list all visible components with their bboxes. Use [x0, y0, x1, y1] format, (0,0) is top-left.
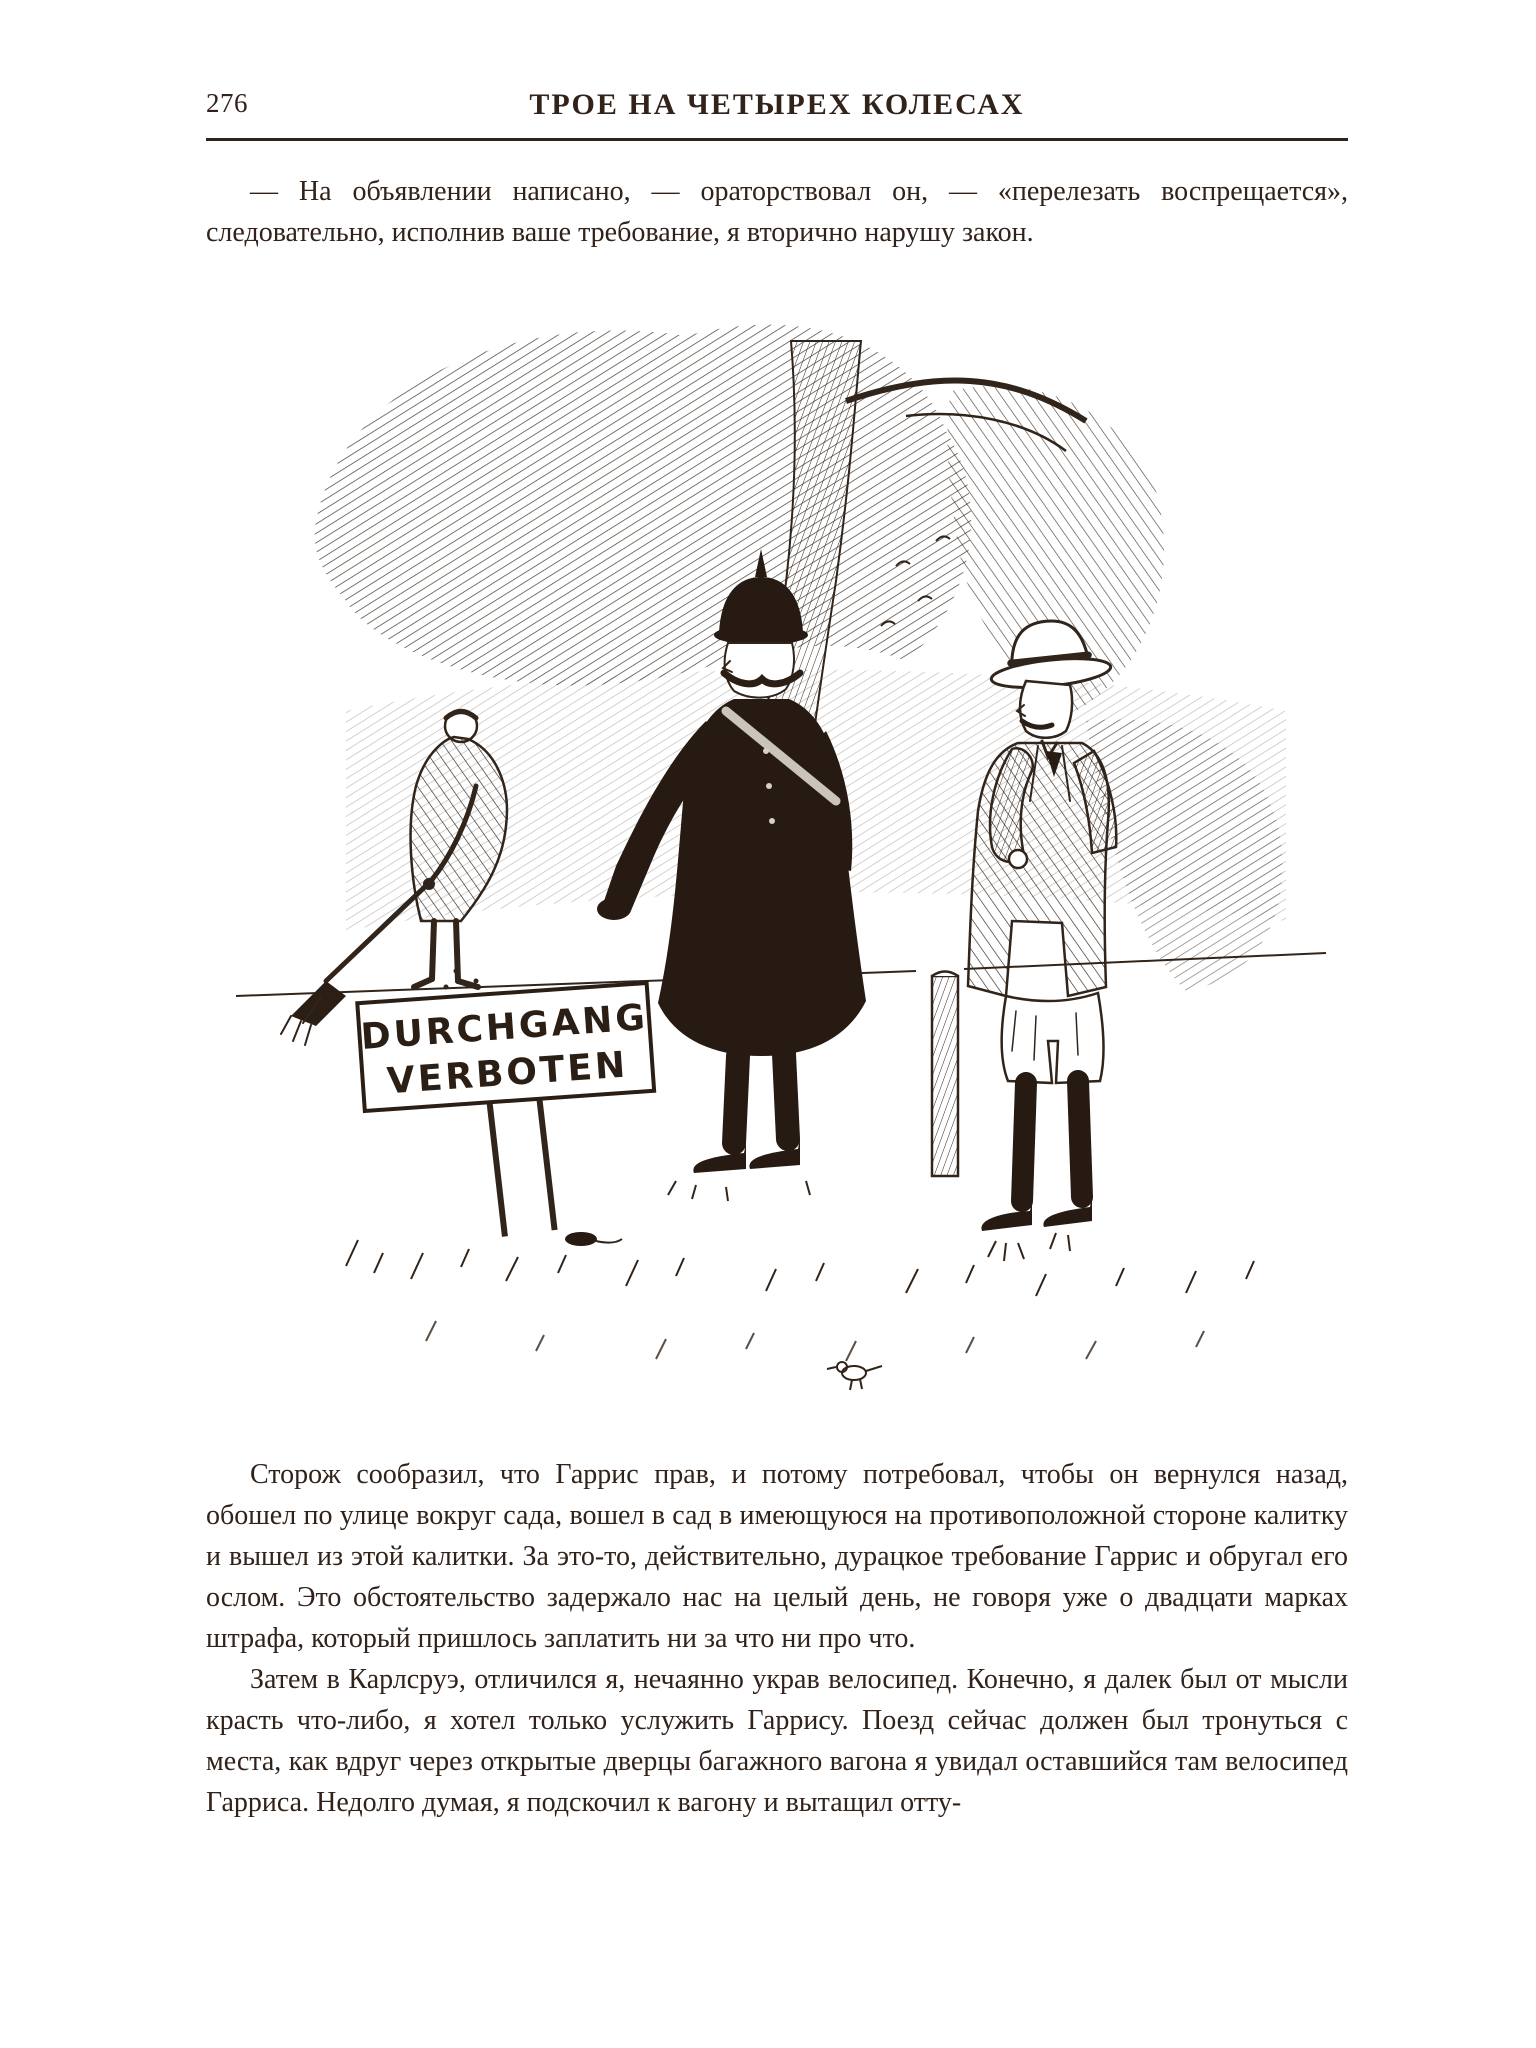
- sign-post: [490, 1098, 555, 1237]
- body-text-bottom: [206, 1454, 1348, 1823]
- body-text-top: [206, 171, 1348, 253]
- sign-text-line1: DURCHGANG: [359, 997, 650, 1059]
- header-rule: [206, 138, 1348, 141]
- illustration-svg: [206, 281, 1348, 1431]
- paragraph-story-2: Затем в Карлсруэ, отличился я, нечаянно украв велосипед. Конечно, я далек был от мысли красть что-либо, я хотел только услужить Гаррису. Поезд сейчас должен был тронуться с места, как вдруг через открытые дверцы багажного вагона я увидал оставшийся там велосипед Гарриса. Недолго думая, я подскочил к вагону и вытащил отту-: [206, 1664, 1348, 1818]
- page-header: [206, 0, 1348, 141]
- page-number: 276: [206, 88, 248, 118]
- breeches: [1002, 993, 1104, 1083]
- sign-text-line2: VERBOTEN: [385, 1044, 630, 1103]
- grass: [346, 1181, 1254, 1361]
- small-animal: [565, 1232, 622, 1246]
- illustration: [206, 281, 1348, 1436]
- sign: [357, 983, 663, 1246]
- paragraph-dialogue: — На объявлении написано, — ораторствовал он, — «перелезать воспрещается», следовательно, исполнив ваше требование, я вторично нарушу закон.: [206, 176, 1348, 248]
- fence-post: [932, 972, 958, 1177]
- paragraph-story-1: Сторож сообразил, что Гаррис прав, и потому потребовал, чтобы он вернулся назад, обошел по улице вокруг сада, вошел в сад в имеющуюся на противоположной стороне калитку и вышел из этой калитки. За это-то, действительно, дурацкое требование Гаррис и обругал его ослом. Это обстоятельство задержало нас на целый день, не говоря уже о двадцати марках штрафа, который пришлось заплатить ни за что ни про что.: [206, 1459, 1348, 1654]
- running-title: ТРОЕ НА ЧЕТЫРЕХ КОЛЕСАХ: [529, 88, 1025, 121]
- bird-icon: [827, 1362, 882, 1390]
